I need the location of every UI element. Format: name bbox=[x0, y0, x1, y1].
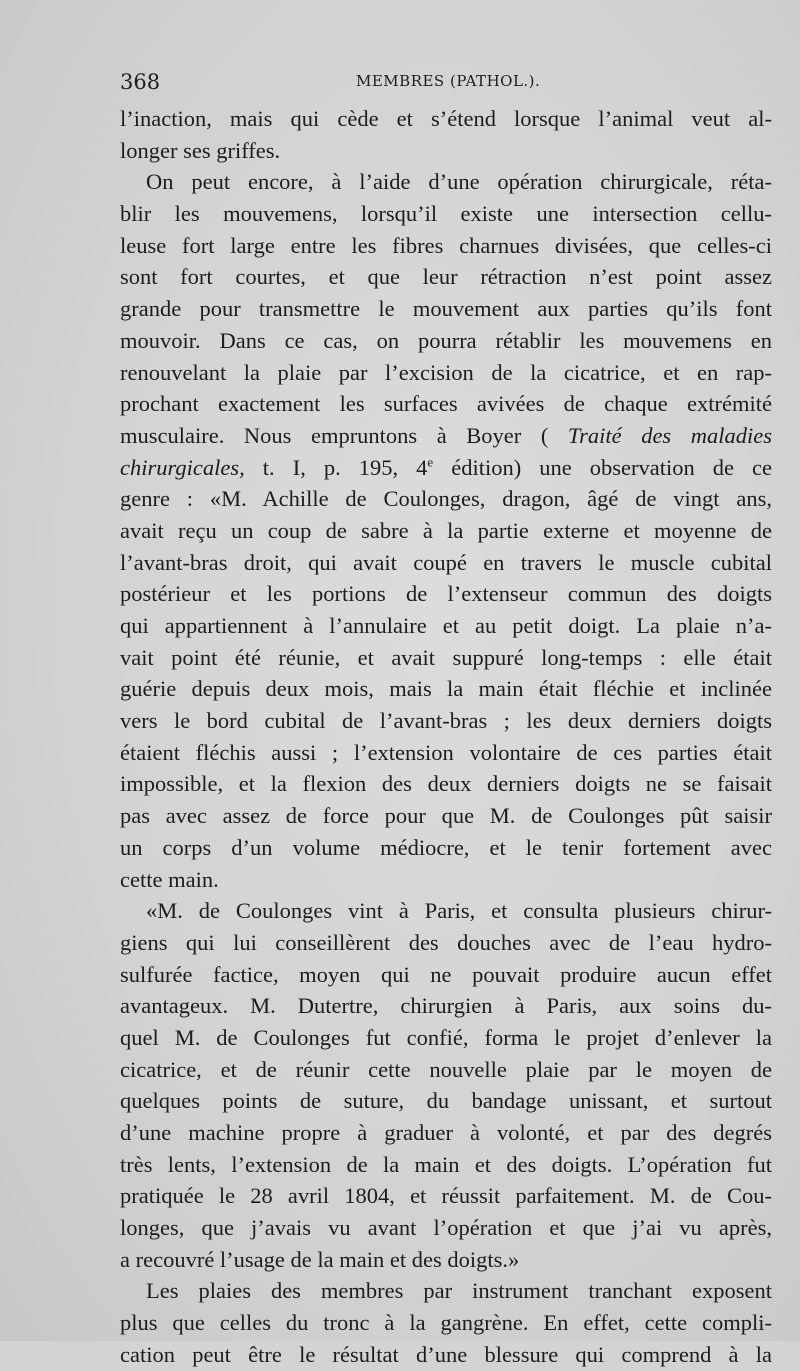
text-line-content: longes, que j’avais vu avant l’opération et que j’ai vu après, bbox=[120, 1215, 772, 1241]
running-title: MEMBRES (PATHOL.). bbox=[356, 72, 541, 90]
text-line bbox=[120, 642, 772, 674]
italic-title: chirurgicales, bbox=[120, 454, 245, 480]
text-line bbox=[120, 864, 772, 896]
text-line-content: cette main. bbox=[120, 866, 219, 892]
text-fragment: e bbox=[427, 454, 434, 470]
text-line-content: plus que celles du tronc à la gangrène. En effet, cette compli- bbox=[120, 1310, 772, 1336]
page-number: 368 bbox=[120, 70, 161, 94]
text-line-content: l’inaction, mais qui cède et s’étend lorsque l’animal veut al- bbox=[120, 106, 772, 131]
text-line-content: avait reçu un coup de sabre à la partie externe et moyenne de bbox=[120, 517, 772, 543]
text-line bbox=[120, 103, 772, 135]
text-line-content: vers le bord cubital de l’avant-bras ; les deux derniers doigts bbox=[120, 708, 772, 734]
text-line bbox=[120, 1022, 772, 1054]
text-line-content: d’une machine propre à graduer à volonté, et par des degrés bbox=[120, 1120, 772, 1145]
text-line-content: grande pour transmettre le mouvement aux parties qu’ils font bbox=[120, 296, 772, 322]
text-line-content: cicatrice, et de réunir cette nouvelle plaie par le moyen de bbox=[120, 1056, 772, 1082]
text-line-content: longer ses griffes. bbox=[120, 137, 281, 163]
text-line bbox=[120, 990, 772, 1022]
text-line bbox=[120, 895, 772, 927]
text-line bbox=[120, 261, 772, 293]
text-line-content: impossible, et la flexion des deux derniers doigts ne se faisait bbox=[120, 771, 772, 797]
text-line-content: l’avant-bras droit, qui avait coupé en travers le muscle cubital bbox=[120, 549, 772, 575]
text-line-content: blir les mouvemens, lorsqu’il existe une intersection cellu- bbox=[120, 201, 772, 227]
text-line bbox=[120, 420, 772, 452]
text-line bbox=[120, 198, 772, 230]
text-line-content: «M. de Coulonges vint à Paris, et consulta plusieurs chirur- bbox=[146, 898, 772, 924]
text-line-content: avantageux. M. Dutertre, chirurgien à Paris, aux soins du- bbox=[120, 993, 772, 1019]
text-line-content: renouvelant la plaie par l’excision de la cicatrice, et en rap- bbox=[120, 359, 772, 385]
text-line bbox=[120, 610, 772, 642]
text-line-content: sont fort courtes, et que leur rétraction n’est point assez bbox=[120, 264, 772, 290]
italic-title: Traité des maladies bbox=[567, 422, 772, 448]
text-line-content: très lents, l’extension de la main et des doigts. L’opération fut bbox=[120, 1151, 772, 1177]
text-line-content: pratiquée le 28 avril 1804, et réussit parfaitement. M. de Cou- bbox=[120, 1183, 772, 1209]
text-line-content: sulfurée factice, moyen qui ne pouvait produire aucun effet bbox=[120, 961, 772, 987]
text-line bbox=[120, 1085, 772, 1117]
text-line bbox=[120, 927, 772, 959]
text-line bbox=[120, 832, 772, 864]
running-head bbox=[120, 70, 780, 98]
text-line bbox=[120, 230, 772, 262]
text-line bbox=[120, 1054, 772, 1086]
text-fragment: édition) une observation de ce bbox=[433, 454, 772, 480]
text-line bbox=[120, 1275, 772, 1307]
text-line-content: cation peut être le résultat d’une blessure qui comprend à la bbox=[120, 1341, 772, 1367]
text-line-content: postérieur et les portions de l’extenseur commun des doigts bbox=[120, 581, 772, 607]
text-line-content: On peut encore, à l’aide d’une opération chirurgicale, réta- bbox=[146, 169, 772, 195]
text-line bbox=[120, 1149, 772, 1181]
text-line bbox=[120, 1339, 772, 1371]
text-line-content: qui appartiennent à l’annulaire et au petit doigt. La plaie n’a- bbox=[120, 613, 772, 638]
text-line-content: a recouvré l’usage de la main et des doigts.» bbox=[120, 1246, 520, 1272]
text-line bbox=[120, 1212, 772, 1244]
text-line bbox=[120, 357, 772, 389]
text-line-content: giens qui lui conseillèrent des douches avec de l’eau hydro- bbox=[120, 929, 772, 955]
text-line bbox=[120, 1244, 772, 1276]
text-line bbox=[120, 673, 772, 705]
text-line-content: vait point été réunie, et avait suppuré long-temps : elle était bbox=[120, 644, 772, 670]
text-line-content: étaient fléchis aussi ; l’extension volontaire de ces parties était bbox=[120, 739, 772, 765]
text-line bbox=[120, 293, 772, 325]
text-line bbox=[120, 166, 772, 198]
text-line-content: guérie depuis deux mois, mais la main était fléchie et inclinée bbox=[120, 676, 772, 702]
text-line bbox=[120, 515, 772, 547]
text-line bbox=[120, 1307, 772, 1339]
text-line-content: mouvoir. Dans ce cas, on pourra rétablir les mouvemens en bbox=[120, 327, 772, 353]
text-line-content: Les plaies des membres par instrument tranchant exposent bbox=[146, 1278, 772, 1304]
text-line bbox=[120, 452, 772, 484]
text-line bbox=[120, 1117, 772, 1149]
body-text bbox=[120, 103, 772, 1371]
text-line-content: genre : «M. Achille de Coulonges, dragon, âgé de vingt ans, bbox=[120, 486, 772, 512]
text-line bbox=[120, 547, 772, 579]
text-line bbox=[120, 705, 772, 737]
text-line bbox=[120, 578, 772, 610]
text-line bbox=[120, 1180, 772, 1212]
text-line bbox=[120, 325, 772, 357]
text-fragment: musculaire. Nous empruntons à Boyer ( bbox=[120, 422, 568, 448]
text-line-content: prochant exactement les surfaces avivées de chaque extrémité bbox=[120, 391, 772, 417]
text-line bbox=[120, 768, 772, 800]
text-line bbox=[120, 737, 772, 769]
text-line bbox=[120, 959, 772, 991]
text-line-content: quelques points de suture, du bandage unissant, et surtout bbox=[120, 1088, 772, 1114]
text-line bbox=[120, 388, 772, 420]
text-fragment: t. I, p. 195, 4 bbox=[244, 454, 428, 480]
text-line-content: quel M. de Coulonges fut confié, forma le projet d’enlever la bbox=[120, 1024, 772, 1050]
text-line bbox=[120, 800, 772, 832]
text-line-content: un corps d’un volume médiocre, et le tenir fortement avec bbox=[120, 834, 772, 860]
text-line bbox=[120, 483, 772, 515]
text-line-content: pas avec assez de force pour que M. de Coulonges pût saisir bbox=[120, 803, 772, 829]
text-line-content: leuse fort large entre les fibres charnues divisées, que celles-ci bbox=[120, 232, 772, 258]
text-line bbox=[120, 135, 772, 167]
